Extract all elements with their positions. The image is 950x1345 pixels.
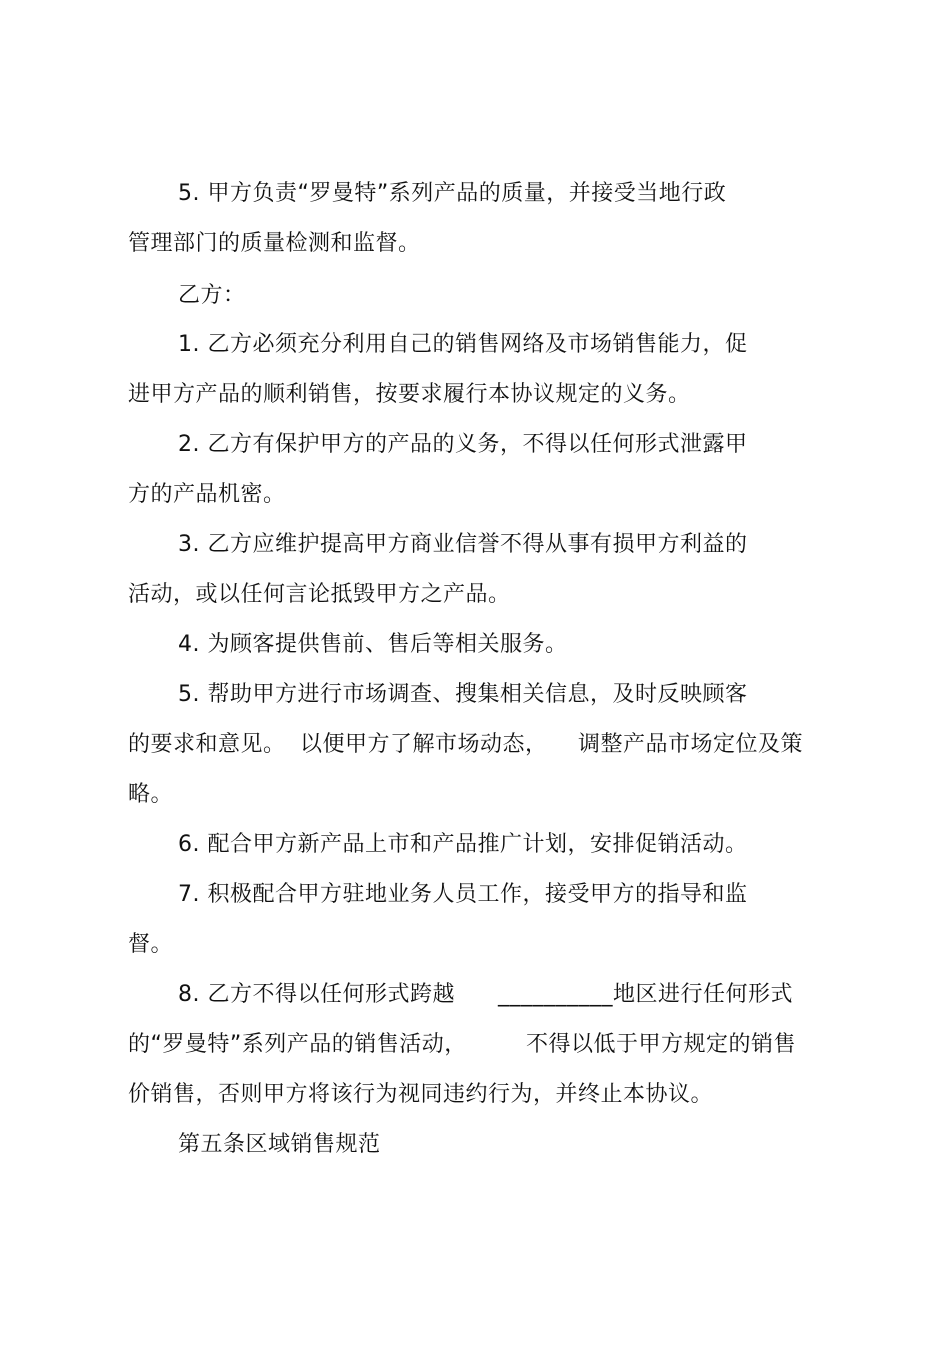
paragraph-line: 7. 积极配合甲方驻地业务人员工作，接受甲方的指导和监 bbox=[178, 882, 748, 907]
paragraph-line: 价销售，否则甲方将该行为视同违约行为，并终止本协议。 bbox=[128, 1082, 714, 1107]
paragraph-line: 5. 甲方负责“罗曼特”系列产品的质量，并接受当地行政 bbox=[178, 181, 727, 206]
paragraph-line: 1. 乙方必须充分利用自己的销售网络及市场销售能力，促 bbox=[178, 332, 748, 357]
article-heading: 第五条区域销售规范 bbox=[178, 1132, 381, 1157]
paragraph-line: 以便甲方了解市场动态， bbox=[300, 732, 548, 757]
paragraph-line: 2. 乙方有保护甲方的产品的义务，不得以任何形式泄露甲 bbox=[178, 432, 748, 457]
paragraph-line: 5. 帮助甲方进行市场调查、搜集相关信息，及时反映顾客 bbox=[178, 682, 748, 707]
paragraph-line: 督。 bbox=[128, 932, 174, 957]
paragraph-line: 8. 乙方不得以任何形式跨越 bbox=[178, 982, 455, 1007]
blank-field-line: __________地区进行任何形式 bbox=[498, 982, 794, 1007]
paragraph-line: 管理部门的质量检测和监督。 bbox=[128, 231, 421, 256]
section-heading: 乙方： bbox=[178, 283, 246, 308]
paragraph-line: 3. 乙方应维护提高甲方商业信誉不得从事有损甲方利益的 bbox=[178, 532, 748, 557]
paragraph-line: 不得以低于甲方规定的销售 bbox=[526, 1032, 797, 1057]
paragraph-line: 4. 为顾客提供售前、售后等相关服务。 bbox=[178, 632, 568, 657]
paragraph-line: 方的产品机密。 bbox=[128, 482, 286, 507]
paragraph-line: 6. 配合甲方新产品上市和产品推广计划，安排促销活动。 bbox=[178, 832, 748, 857]
paragraph-line: 活动，或以任何言论抵毁甲方之产品。 bbox=[128, 582, 511, 607]
paragraph-line: 略。 bbox=[128, 782, 174, 807]
paragraph-line: 的“罗曼特”系列产品的销售活动， bbox=[128, 1032, 467, 1057]
paragraph-line: 进甲方产品的顺利销售，按要求履行本协议规定的义务。 bbox=[128, 382, 691, 407]
paragraph-line: 调整产品市场定位及策 bbox=[578, 732, 804, 757]
paragraph-line: 的要求和意见。 bbox=[128, 732, 286, 757]
